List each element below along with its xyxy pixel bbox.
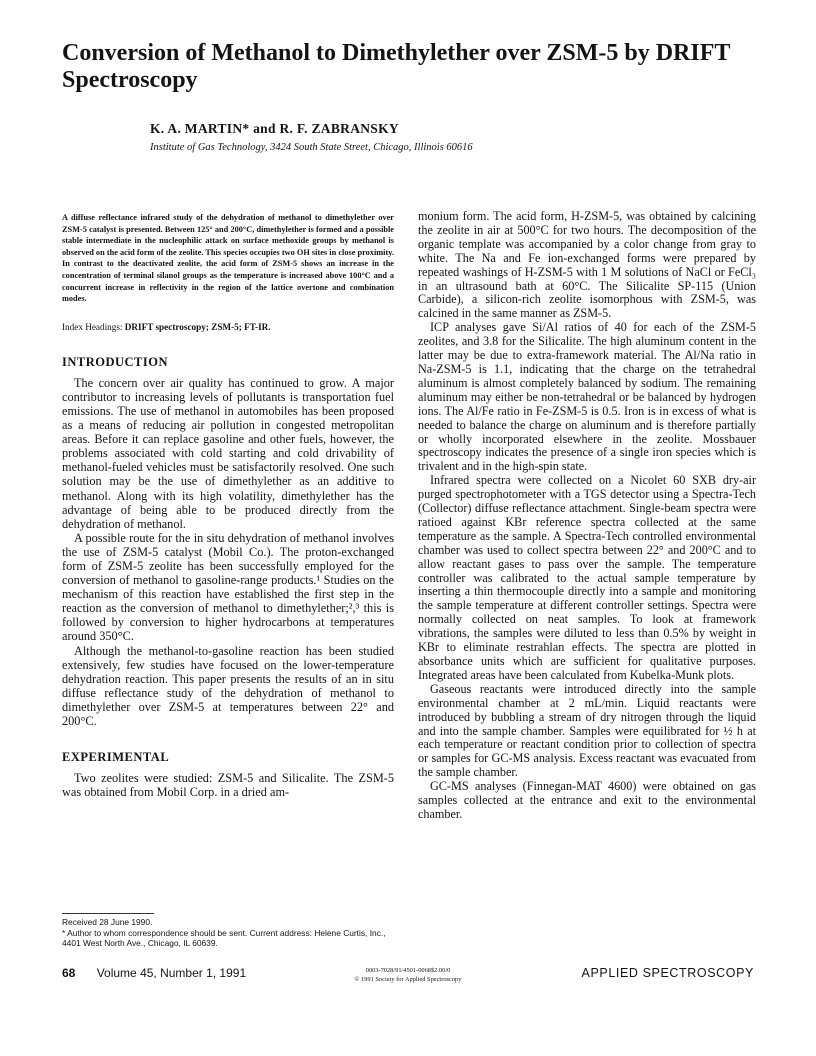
copyright-notice: © 1991 Society for Applied Spectroscopy <box>354 976 462 983</box>
experimental-paragraph: Gaseous reactants were introduced directly into the sample environmental chamber at 2 mL/min. Liquid reactants were introduced by bubbling a stream of dry nitrogen through the liquid and into the sample chamber. Samples were equilibrated for ½ h at each temperature or reactant condition prior to collection of spectra or samples for GC-MS analysis. Excess reactant was evacuated from the sample chamber. <box>418 681 756 780</box>
introduction-paragraph: A possible route for the in situ dehydration of methanol involves the use of ZSM-5 catalyst (Mobil Co.). The proton-exchanged form of ZSM-5 zeolite has been successfully employed for the conversion of methanol to gasoline-range products.¹ Studies on the mechanism of this reaction have established the first step in the reaction as the conversion of methanol to dimethylether;²,³ this is followed by conversion to higher hydrocarbons at temperatures around 350°C. <box>62 530 394 644</box>
author-list: K. A. MARTIN* and R. F. ZABRANSKY <box>150 121 399 136</box>
footnote-divider <box>62 913 154 914</box>
index-headings-label: Index Headings: <box>62 321 123 332</box>
experimental-paragraph: monium form. The acid form, H-ZSM-5, was obtained by calcining the zeolite in air at 500°C for two hours. The decomposition of the organic template was accompanied by a color change from gray to white. The Na and Fe ion-exchanged forms were prepared by repeated washings of H-ZSM-5 with 1 M solutions of NaCl or FeCl₃ in an ultrasound bath at 60°C. The Silicalite SP-115 (Union Carbide), a silicon-rich zeolite isomorphous with ZSM-5, was calcined in the same manner as ZSM-5. <box>418 209 756 321</box>
right-column <box>418 210 756 822</box>
introduction-heading: INTRODUCTION <box>62 354 169 369</box>
abstract: A diffuse reflectance infrared study of the dehydration of methanol to dimethylether over ZSM-5 catalyst is presented. Between 125° and 200°C, dimethylether is formed and a possible stable intermediate in the nucleophilic attack on surface methoxide groups by methanol is observed on the acid form of the zeolite. This species occupies two OH sites in close proximity. In contrast to the deactivated zeolite, the acid form of ZSM-5 shows an increase in the concentration of terminal silanol groups as the temperature is increased above 100°C and a concurrent increase in reflectivity in the region of the lattice overtone and combination modes. <box>62 213 394 304</box>
journal-name: APPLIED SPECTROSCOPY <box>581 966 754 980</box>
experimental-paragraph: Two zeolites were studied: ZSM-5 and Silicalite. The ZSM-5 was obtained from Mobil Corp. in a dried am- <box>62 771 394 800</box>
left-column <box>62 212 394 799</box>
page-number: 68 <box>62 966 76 980</box>
footer-center <box>308 966 508 984</box>
author-affiliation: Institute of Gas Technology, 3424 South State Street, Chicago, Illinois 60616 <box>150 142 473 153</box>
index-headings <box>62 321 394 333</box>
experimental-paragraph: GC-MS analyses (Finnegan-MAT 4600) were obtained on gas samples collected at the entrance and exit to the environmental chamber. <box>418 779 756 821</box>
experimental-paragraph: ICP analyses gave Si/Al ratios of 40 for each of the ZSM-5 zeolites, and 3.8 for the Silicalite. The high aluminum content in the latter may be due to extra-framework material. The Al/Na ratio in Na-ZSM-5 is 1.1, indicating that the charge on the tetrahedral aluminum is almost completely balanced by sodium. The remaining aluminum may either be non-tetrahedral or be balanced by hydrogen ions. The Al/Fe ratio in Fe-ZSM-5 is 0.5. Iron is in excess of what is needed to balance the charge on aluminum and is therefore partially or wholly incorporated elsewhere in the zeolite. Mossbauer spectroscopy indicates the presence of a single iron species which is trivalent and in the high-spin state. <box>418 320 756 474</box>
experimental-heading: EXPERIMENTAL <box>62 750 170 765</box>
introduction-paragraph: The concern over air quality has continued to grow. A major contributor to increasing levels of pollutants is transportation fuel emissions. The use of methanol in automobiles has been proposed as a means of reducing air pollution in congested metropolitan areas. Before it can replace gasoline and other fuels, however, the problems associated with cold starting and cold drivability of methanol-fueled vehicles must be satisfactorily resolved. One such solution may be the use of dimethylether as an additive to methanol. Along with its high volatility, dimethylether has the advantage of being able to be produced directly from the dehydration of methanol. <box>62 375 394 531</box>
article-title: Conversion of Methanol to Dimethylether over ZSM-5 by DRIFT Spectroscopy <box>62 40 730 93</box>
correspondence-note: * Author to whom correspondence should be sent. Current address: Helene Curtis, Inc., 4401 West North Ave., Chicago, IL 60639. <box>62 927 386 949</box>
article-code: 0003-7028/91/4501-0068$2.00/0 <box>365 967 451 974</box>
experimental-paragraph: Infrared spectra were collected on a Nicolet 60 SXB dry-air purged spectrophotometer with a TGS detector using a Spectra-Tech (Collector) diffuse reflectance attachment. Single-beam spectra were ratioed against KBr reference spectra collected at the same temperature as the sample. A Spectra-Tech controlled environmental chamber was used to collect spectra between 22° and 200°C and to allow reactant gases to pass over the sample. The temperature controller was calibrated to the actual sample temperature by inserting a thin thermocouple directly into a sample and monitoring the sample temperature at different controller settings. Spectra were normally collected on neat samples. To look at framework vibrations, the samples were diluted to less than 0.5% by weight in KBr to eliminate restrahlan effects. The spectra are plotted in absorbance units which are sufficient for qualitative purposes. Integrated areas have been calculated from Kubelka-Munk plots. <box>418 473 756 682</box>
introduction-paragraph: Although the methanol-to-gasoline reaction has been studied extensively, few studies have focused on the lower-temperature dehydration reaction. This paper presents the results of an in situ diffuse reflectance study of the dehydration of methanol to dimethylether over ZSM-5 at temperatures between 22° and 200°C. <box>62 643 394 728</box>
received-date: Received 28 June 1990. <box>62 917 153 927</box>
footer-left <box>62 966 246 980</box>
index-headings-value: DRIFT spectroscopy; ZSM-5; FT-IR. <box>124 321 271 332</box>
footnotes <box>62 917 394 949</box>
volume-info: Volume 45, Number 1, 1991 <box>96 966 247 980</box>
